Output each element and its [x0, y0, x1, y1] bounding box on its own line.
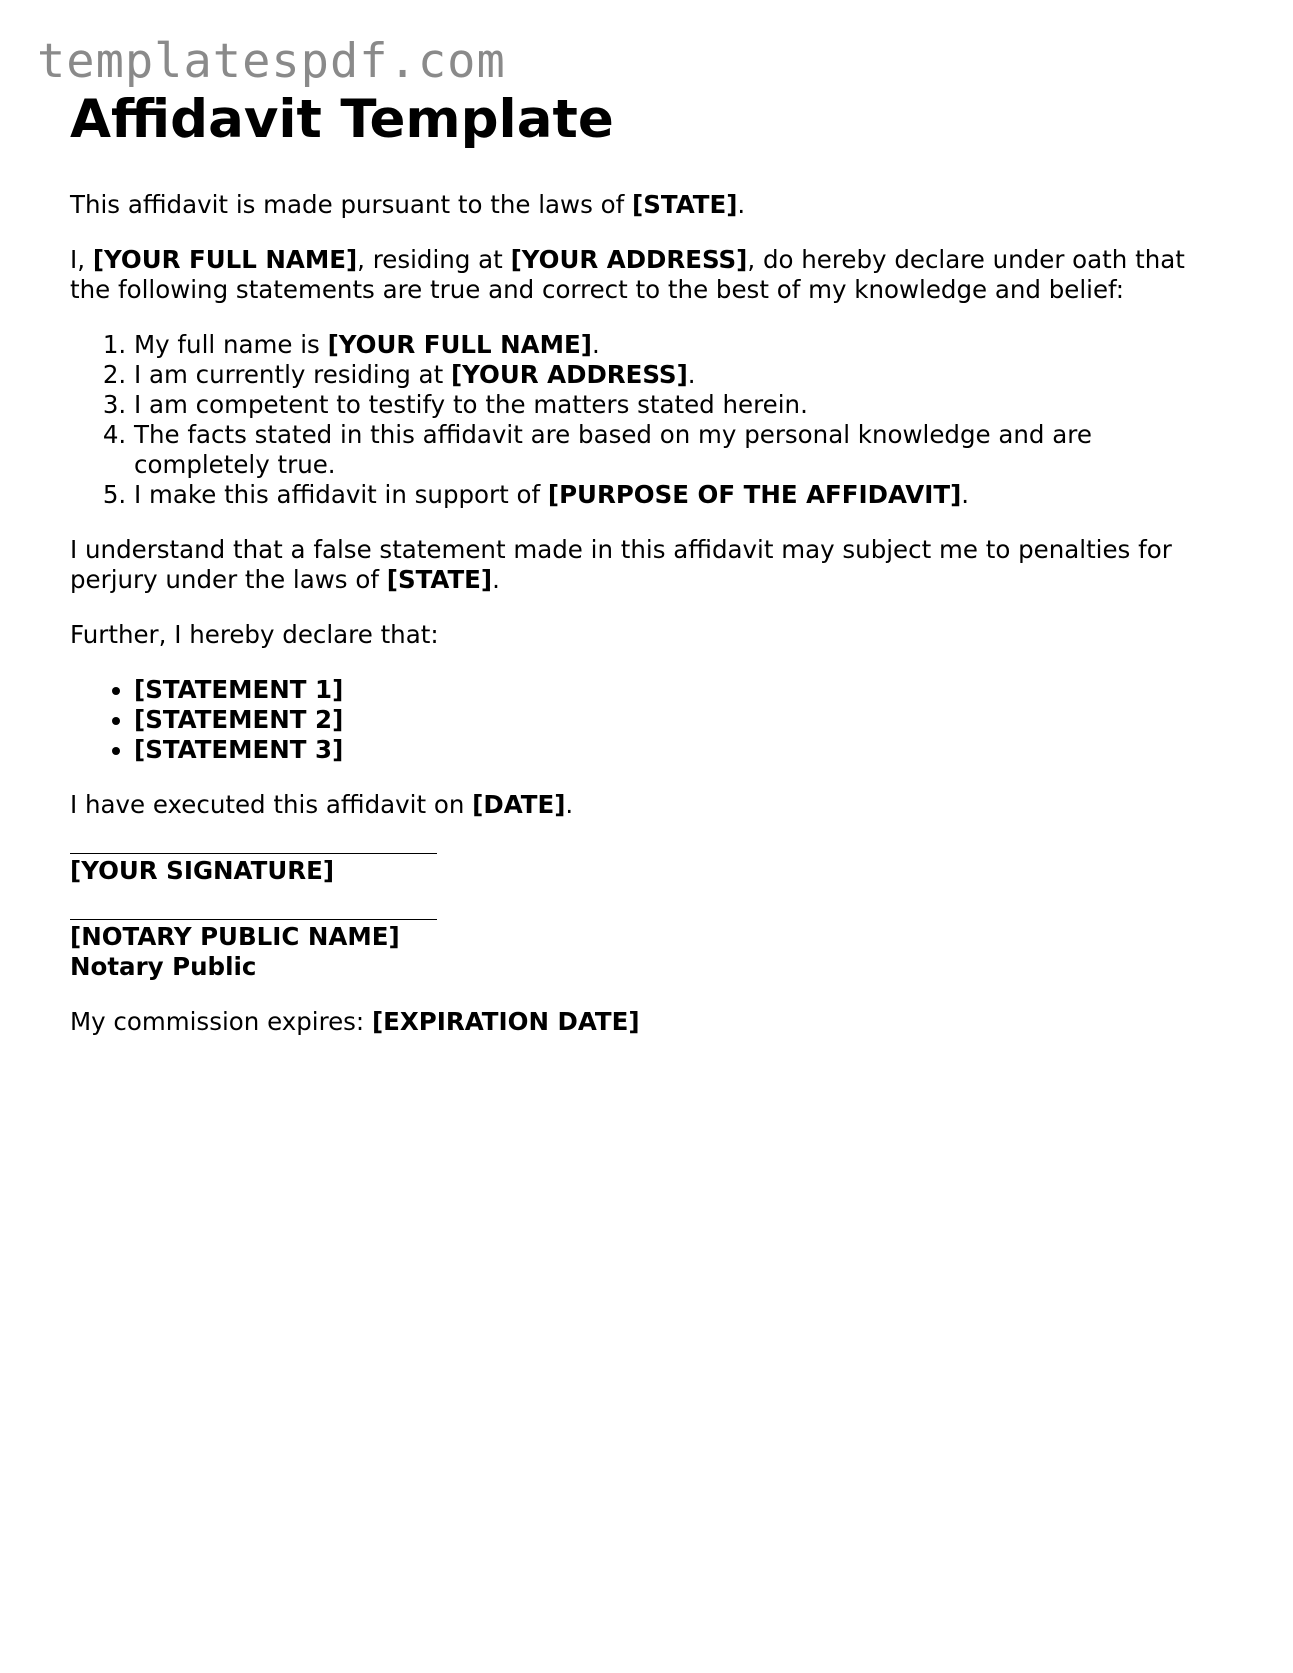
item-placeholder: [PURPOSE OF THE AFFIDAVIT] [547, 480, 962, 509]
statement-list [70, 675, 1230, 765]
intro-paragraph [70, 190, 1230, 220]
expiration-date-placeholder: [EXPIRATION DATE] [371, 1007, 640, 1036]
item-text: I make this affidavit in support of [134, 480, 548, 509]
date-placeholder: [DATE] [472, 790, 566, 819]
perjury-paragraph [70, 535, 1230, 595]
item-text: I am currently residing at [134, 360, 451, 389]
numbered-item [134, 420, 1230, 480]
item-end: . [961, 480, 970, 509]
page-title: Affidavit Template [70, 89, 614, 150]
commission-paragraph [70, 1007, 1230, 1037]
declaration-pre: I, [70, 245, 93, 274]
item-end: . [591, 330, 600, 359]
numbered-list [70, 330, 1230, 510]
commission-text: My commission expires: [70, 1007, 372, 1036]
executed-paragraph [70, 790, 1230, 820]
numbered-item [134, 390, 1230, 420]
statement-placeholder: [STATEMENT 2] [134, 705, 344, 734]
state-placeholder: [STATE] [386, 565, 493, 594]
item-end: . [687, 360, 696, 389]
item-text: I am competent to testify to the matters stated herein. [134, 390, 808, 419]
declaration-post: , do hereby declare under oath that the following statements are true and correct to the best of my knowledge and belief: [70, 245, 1185, 304]
executed-end: . [565, 790, 574, 819]
item-text: The facts stated in this affidavit are based on my personal knowledge and are completely true. [134, 420, 1092, 479]
signature-line [70, 853, 437, 854]
address-placeholder: [YOUR ADDRESS] [510, 245, 748, 274]
intro-end: . [737, 190, 746, 219]
intro-text: This affidavit is made pursuant to the laws of [70, 190, 633, 219]
perjury-end: . [492, 565, 500, 594]
notary-signature-line [70, 919, 437, 920]
state-placeholder: [STATE] [632, 190, 738, 219]
watermark: templatespdf.com [37, 34, 506, 89]
numbered-item [134, 330, 1230, 360]
notary-name-placeholder: [NOTARY PUBLIC NAME] [70, 922, 400, 951]
numbered-item [134, 360, 1230, 390]
item-placeholder: [YOUR ADDRESS] [450, 360, 688, 389]
signature-label: [YOUR SIGNATURE] [70, 856, 335, 885]
declaration-paragraph [70, 245, 1230, 305]
document [70, 88, 1230, 1062]
statement-placeholder: [STATEMENT 1] [134, 675, 344, 704]
statement-item [134, 675, 1230, 705]
executed-text: I have executed this affidavit on [70, 790, 473, 819]
statement-placeholder: [STATEMENT 3] [134, 735, 344, 764]
notary-title: Notary Public [70, 952, 257, 981]
numbered-item [134, 480, 1230, 510]
further-paragraph: Further, I hereby declare that: [70, 620, 439, 649]
item-placeholder: [YOUR FULL NAME] [327, 330, 592, 359]
statement-item [134, 705, 1230, 735]
name-placeholder: [YOUR FULL NAME] [92, 245, 358, 274]
signature-block [70, 853, 1230, 886]
item-text: My full name is [134, 330, 328, 359]
perjury-text: I understand that a false statement made in this affidavit may subject me to penalties for perjury under the laws of [70, 535, 1172, 594]
statement-item [134, 735, 1230, 765]
notary-block [70, 919, 1230, 982]
declaration-mid: , residing at [357, 245, 511, 274]
